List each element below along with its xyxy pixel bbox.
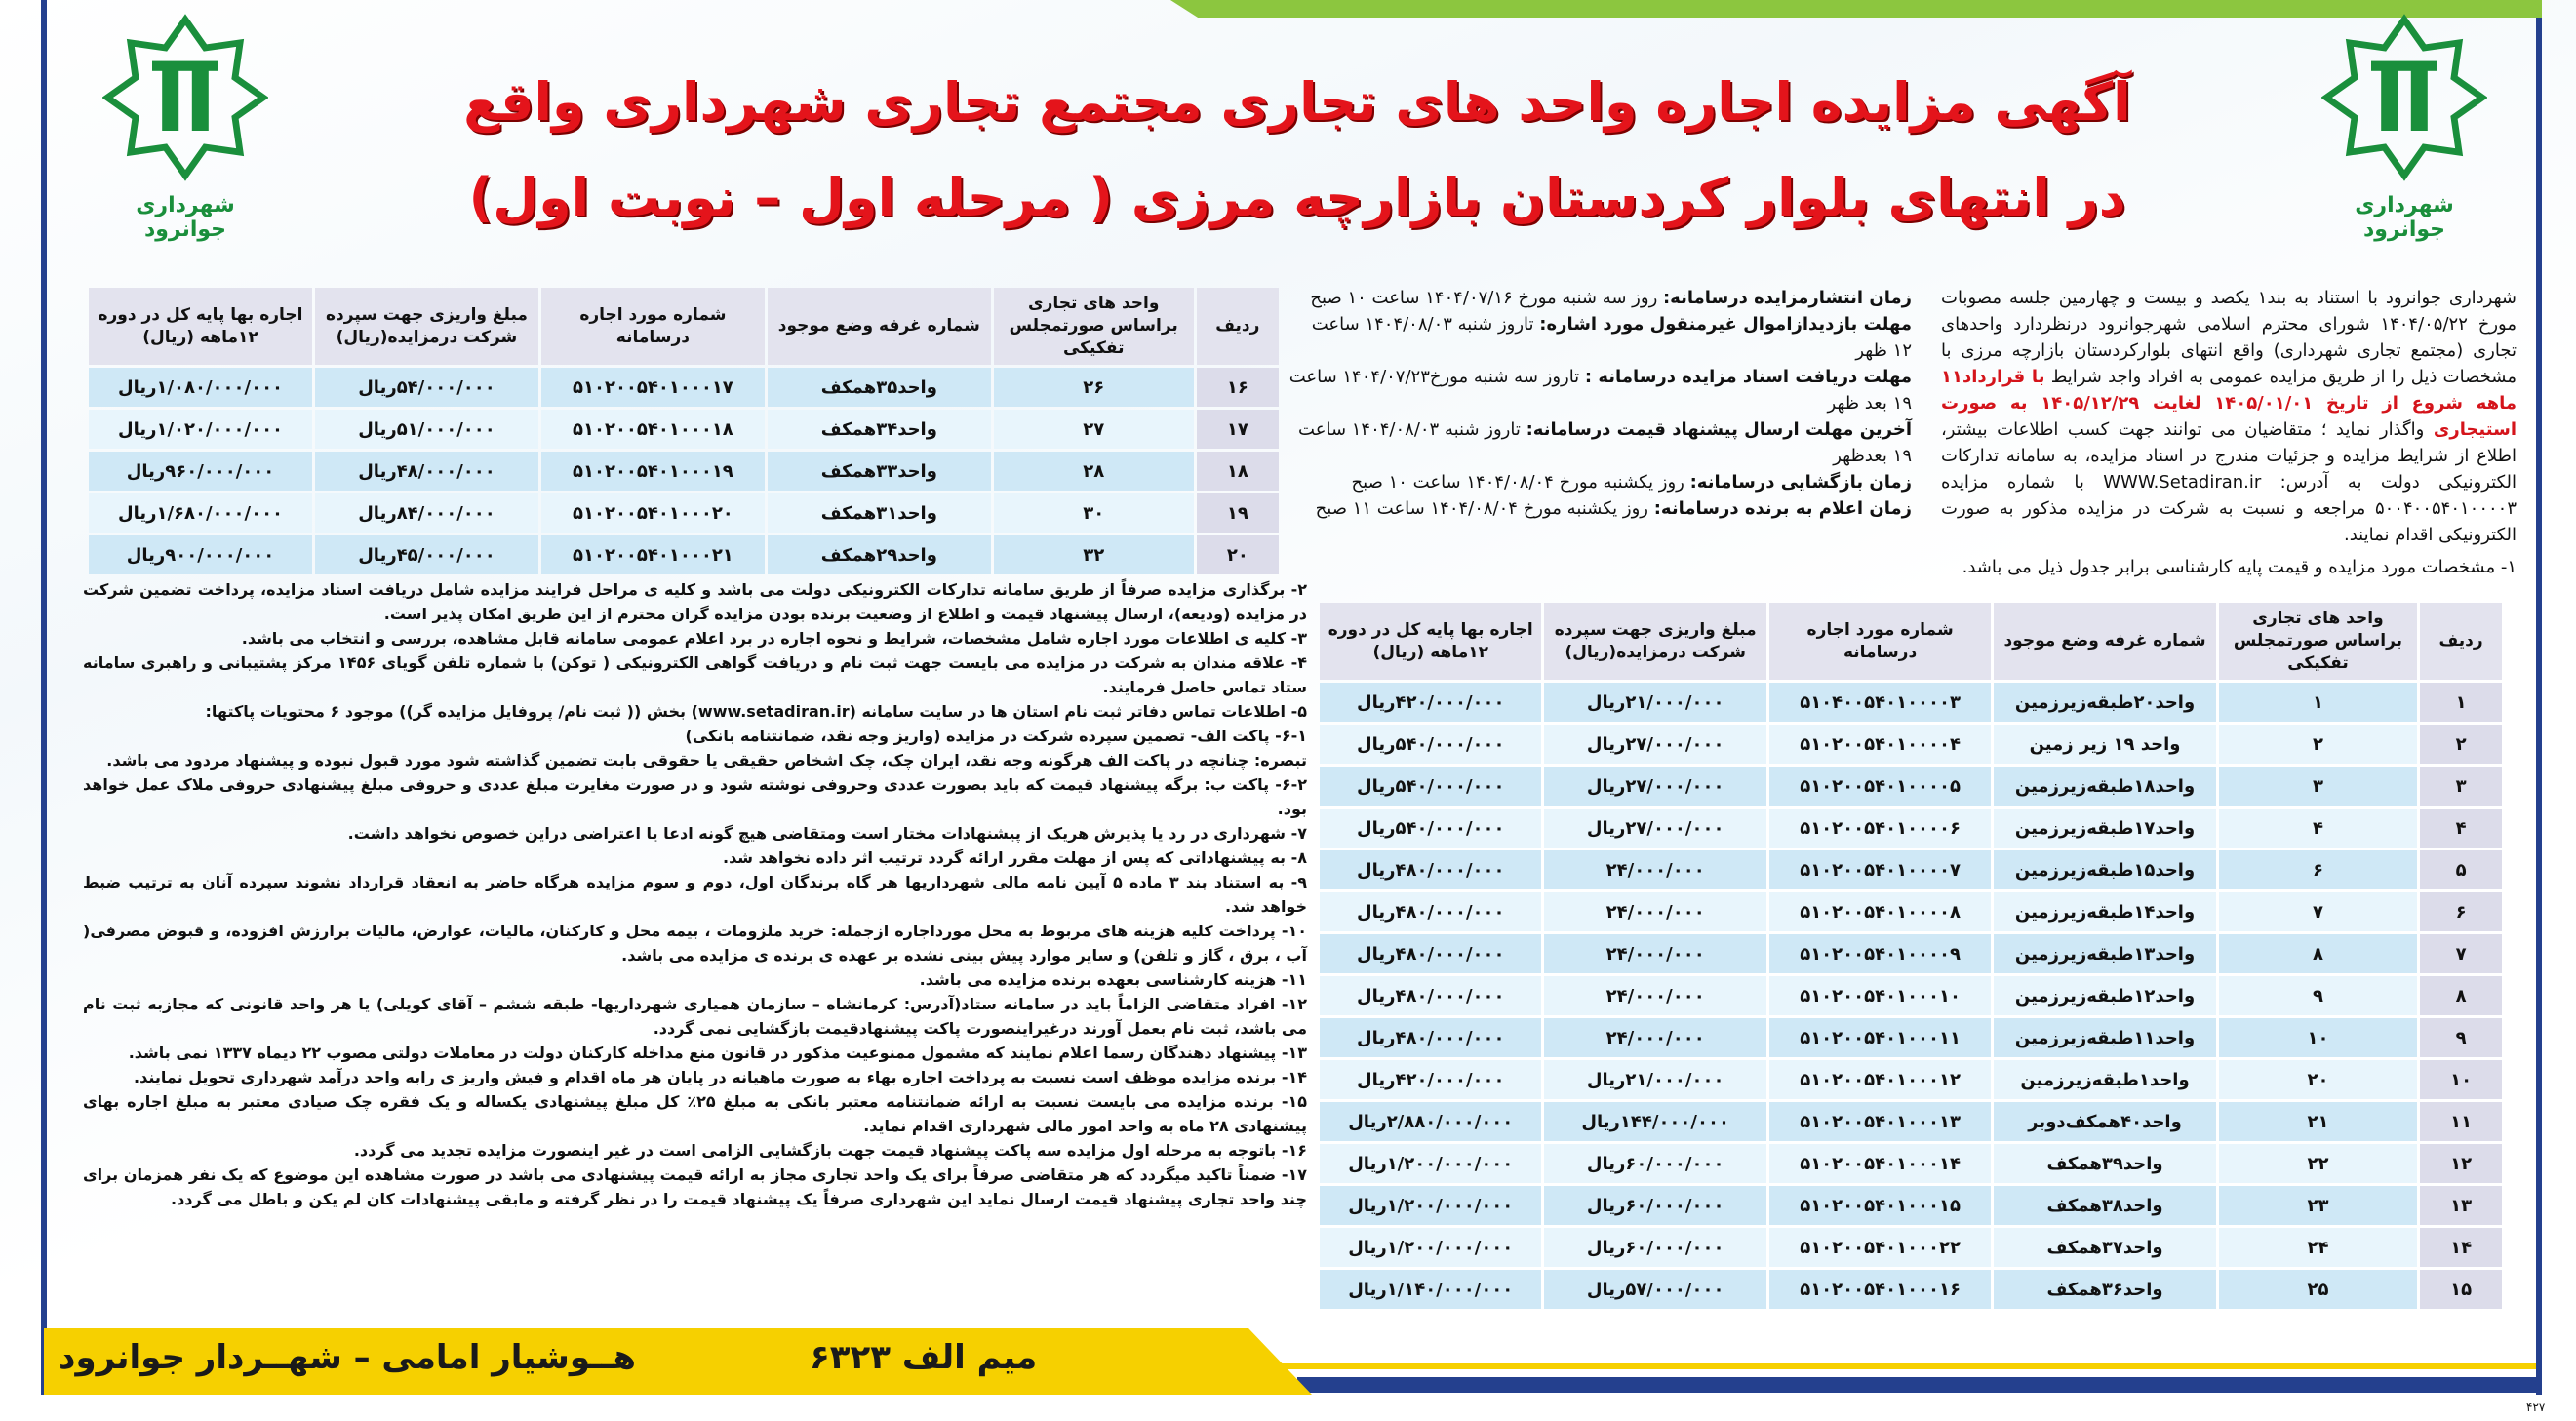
table-cell: ۴۸۰/۰۰۰/۰۰۰ریال	[1320, 1018, 1541, 1057]
table-cell: ۲۶	[994, 368, 1194, 407]
intro-paragraph	[1941, 285, 2517, 580]
schedule-label: زمان انتشارمزایده درسامانه:	[1662, 288, 1912, 308]
table-cell: ۲۷/۰۰۰/۰۰۰ریال	[1544, 767, 1765, 806]
conditions-list	[83, 577, 1307, 1211]
table-cell: واحد۱۲طبقه‌زیرزمین	[1994, 976, 2215, 1015]
condition-clause: ۳- کلیه ی اطلاعات مورد اجاره شامل مشخصات، شرایط و نحوه اجاره در برد اعلام عمومی سامانه قابل مشاهده، بررسی و انتخاب می باشد.	[241, 629, 1307, 648]
schedule-value: تاروز شنبه ۱۴۰۴/۰۸/۰۳ ساعت ۱۹ بعدظهر	[1298, 419, 1912, 466]
table-cell: ۳	[2420, 767, 2502, 806]
condition-clause: ۱۲- افراد متقاضی الزاماً باید در سامانه ستاد(آدرس: کرمانشاه – سازمان همیاری شهرداریها- طبقه ششم – آقای کویلی) یا هر واحد قانونی که مجازبه ثبت نام می باشد، ثبت نام بعمل آورند درغیراینصورت پاکت پیشنهادقیمت بازگشایی نمی گردد.	[83, 995, 1307, 1038]
table-cell: ۶	[2420, 892, 2502, 931]
table-cell: ۹۶۰/۰۰۰/۰۰۰ریال	[89, 452, 312, 491]
table-cell: ۲۲	[2219, 1144, 2417, 1183]
table-cell: ۲۱	[2219, 1102, 2417, 1141]
table-cell: ۵	[2420, 850, 2502, 889]
municipality-emblem-icon	[102, 10, 268, 185]
table-cell: ۴	[2420, 809, 2502, 848]
schedule-value: روز یکشنبه مورخ ۱۴۰۴/۰۸/۰۴ ساعت ۱۰ صبح	[1351, 472, 1690, 493]
table-cell: ۴۸۰/۰۰۰/۰۰۰ریال	[1320, 934, 1541, 973]
table-row	[89, 493, 1279, 533]
condition-clause: ۶-۲- پاکت ب: برگه پیشنهاد قیمت که باید بصورت عددی وحروفی نوشته شود و در صورت مغایرت مبلغ عددی و حروفی مبلغ پیشنهادی حروفی ملاک عمل خواهد بود.	[83, 775, 1307, 818]
table-row	[1320, 1144, 2502, 1183]
table-cell: ۱۳	[2420, 1186, 2502, 1225]
table-cell: واحد ۱۹ زیر زمین	[1994, 725, 2215, 764]
table-cell: ۹	[2219, 976, 2417, 1015]
title-line-2: در انتهای بلوار کردستان بازارچه مرزی ( مرحله اول – نوبت اول)	[468, 167, 2126, 228]
schedule-list	[1288, 285, 1912, 522]
ad-code: میم الف ۶۳۲۳	[810, 1338, 1038, 1377]
table-header-row	[1320, 603, 2502, 680]
table-cell: ۵۴۰/۰۰۰/۰۰۰ریال	[1320, 767, 1541, 806]
column-header: واحد های تجاری براساس صورتمجلس تفکیکی	[2219, 603, 2417, 680]
table-cell: واحد۱طبقه‌زیرزمین	[1994, 1060, 2215, 1099]
column-header: شماره غرفه وضع موجود	[1994, 603, 2215, 680]
table-row	[1320, 934, 2502, 973]
title-line-1: آگهی مزایده اجاره واحد های تجاری مجتمع تجاری شهرداری واقع	[463, 71, 2131, 133]
table-cell: ۲۴	[2219, 1228, 2417, 1267]
table-row	[1320, 850, 2502, 889]
table-row	[89, 410, 1279, 449]
table-row	[1320, 1060, 2502, 1099]
table-cell: ۳۲	[994, 535, 1194, 574]
table-cell: ۵۱۰۲۰۰۵۴۰۱۰۰۰۱۹	[541, 452, 765, 491]
condition-clause: ۸- به پیشنهاداتی که پس از مهلت مقرر ارائه گردد ترتیب اثر داده نخواهد شد.	[722, 849, 1307, 867]
table-row	[1320, 892, 2502, 931]
column-header: واحد های تجاری براساس صورتمجلس تفکیکی	[994, 288, 1194, 365]
table-cell: ۵۷/۰۰۰/۰۰۰ریال	[1544, 1270, 1765, 1309]
table-header-row	[89, 288, 1279, 365]
column-header: شماره غرفه وضع موجود	[768, 288, 991, 365]
table-cell: ۲	[2219, 725, 2417, 764]
condition-clause: ۱۵- برنده مزایده می بایست نسبت به ارائه ضمانتنامه معتبر بانکی به مبلغ ۲۵٪ کل مبلغ پیشنهادی یکساله و یک فقره چک صیادی معتبر به مبلغ اجاره بهای پیشنهادی ۲۸ ماه به واحد امور مالی شهرداری اقدام نماید.	[83, 1092, 1308, 1135]
table-row	[89, 368, 1279, 407]
units-table-right	[1317, 600, 2505, 1312]
intro-highlight: با قرارداد۱۱ ماهه شروع از تاریخ ۱۴۰۵/۰۱/۰۱ لغایت ۱۴۰۵/۱۲/۲۹ به صورت استیجاری	[1941, 367, 2517, 440]
municipality-logo-right	[2317, 10, 2492, 254]
condition-clause: ۵- اطلاعات تماس دفاتر ثبت نام استان ها در سایت سامانه (www.setadiran.ir) بخش (( ثبت نام/ پروفایل مزایده گر)) موجود ۶ محتویات پاکتها:	[205, 702, 1307, 721]
table-cell: ۳۰	[994, 493, 1194, 533]
schedule-label: مهلت دریافت اسناد مزایده درسامانه :	[1584, 367, 1912, 387]
table-row	[1320, 767, 2502, 806]
table-cell: ۵۱۰۴۰۰۵۴۰۱۰۰۰۰۳	[1769, 683, 1991, 722]
table-cell: ۵۴/۰۰۰/۰۰۰ریال	[315, 368, 538, 407]
table-cell: ۶۰/۰۰۰/۰۰۰ریال	[1544, 1228, 1765, 1267]
table-cell: ۱/۰۲۰/۰۰۰/۰۰۰ریال	[89, 410, 312, 449]
schedule-item	[1288, 285, 1912, 311]
table-cell: ۱۴۴/۰۰۰/۰۰۰ریال	[1544, 1102, 1765, 1141]
table-cell: ۶	[2219, 850, 2417, 889]
mayor-signature: هــوشیار امامی – شهــردار جوانرود	[59, 1338, 636, 1377]
schedule-label: آخرین مهلت ارسال پیشنهاد قیمت درسامانه:	[1526, 419, 1912, 440]
table-cell: ۱۶	[1197, 368, 1279, 407]
table-cell: ۱/۶۸۰/۰۰۰/۰۰۰ریال	[89, 493, 312, 533]
table-cell: واحد۱۱طبقه‌زیرزمین	[1994, 1018, 2215, 1057]
table-cell: ۴	[2219, 809, 2417, 848]
table-cell: واحد۳۳همکف	[768, 452, 991, 491]
schedule-value: تاروز سه شنبه مورخ۱۴۰۴/۰۷/۲۳ ساعت ۱۹ بعد ظهر	[1288, 367, 1912, 414]
frame-border-right	[2536, 0, 2542, 1395]
table-cell: واحد۱۳طبقه‌زیرزمین	[1994, 934, 2215, 973]
schedule-value: روز یکشنبه مورخ ۱۴۰۴/۰۸/۰۴ ساعت ۱۱ صبح	[1315, 498, 1654, 519]
table-cell: واحد۱۴طبقه‌زیرزمین	[1994, 892, 2215, 931]
table-cell: ۴۸۰/۰۰۰/۰۰۰ریال	[1320, 850, 1541, 889]
frame-border-left	[41, 0, 47, 1395]
table-cell: ۵۱۰۲۰۰۵۴۰۱۰۰۰۱۴	[1769, 1144, 1991, 1183]
table-cell: ۲۴/۰۰۰/۰۰۰	[1544, 976, 1765, 1015]
table-cell: واحد۳۶همکف	[1994, 1270, 2215, 1309]
table-cell: ۹۰۰/۰۰۰/۰۰۰ریال	[89, 535, 312, 574]
table-cell: ۲۴/۰۰۰/۰۰۰	[1544, 850, 1765, 889]
page-number: ۴۲۷	[2526, 1401, 2546, 1414]
schedule-label: زمان بازگشایی درسامانه:	[1689, 472, 1912, 493]
condition-clause: ۷- شهرداری در رد یا پذیرش هریک از پیشنهادات مختار است ومتقاضی هیچ گونه ادعا یا اعتراضی دراین خصوص نخواهد داشت.	[347, 824, 1307, 843]
table-cell: واحد۳۴همکف	[768, 410, 991, 449]
table-cell: ۱۷	[1197, 410, 1279, 449]
condition-clause: ۶-۱- پاکت الف- تضمین سپرده شرکت در مزایده (واریز وجه نقد، ضمانتنامه بانکی)	[685, 727, 1307, 745]
table-cell: ۵۱/۰۰۰/۰۰۰ریال	[315, 410, 538, 449]
table-cell: ۵۱۰۲۰۰۵۴۰۱۰۰۰۰۷	[1769, 850, 1991, 889]
table-cell: ۸	[2219, 934, 2417, 973]
table-cell: ۵۱۰۲۰۰۵۴۰۱۰۰۰۱۳	[1769, 1102, 1991, 1141]
table-cell: واحد۴۰همکف‌دوبر	[1994, 1102, 2215, 1141]
column-header: شماره مورد اجاره درسامانه	[1769, 603, 1991, 680]
footer-blue-band	[1297, 1377, 2542, 1393]
table-cell: ۵۱۰۲۰۰۵۴۰۱۰۰۰۱۸	[541, 410, 765, 449]
table-cell: ۱۸	[1197, 452, 1279, 491]
table-cell: ۴۸۰/۰۰۰/۰۰۰ریال	[1320, 892, 1541, 931]
table-cell: ۴۲۰/۰۰۰/۰۰۰ریال	[1320, 1060, 1541, 1099]
table-row	[1320, 1270, 2502, 1309]
table-row	[1320, 1102, 2502, 1141]
table-cell: ۱	[2420, 683, 2502, 722]
table-cell: واحد۲۹همکف	[768, 535, 991, 574]
table-cell: ۱۵	[2420, 1270, 2502, 1309]
schedule-item	[1288, 416, 1912, 469]
table-row	[1320, 976, 2502, 1015]
table-cell: ۱/۲۰۰/۰۰۰/۰۰۰ریال	[1320, 1186, 1541, 1225]
table-cell: ۴۲۰/۰۰۰/۰۰۰ریال	[1320, 683, 1541, 722]
table-cell: ۲۱/۰۰۰/۰۰۰ریال	[1544, 1060, 1765, 1099]
condition-clause: ۱۳- پیشنهاد دهندگان رسما اعلام نمایند که مشمول ممنوعیت مذکور در قانون منع مداخله کارکنان دولت در معاملات دولتی مصوب ۲۲ دیماه ۱۳۳۷ نمی باشد.	[128, 1044, 1307, 1062]
municipality-logo-left	[98, 10, 273, 254]
table-cell: ۵۱۰۲۰۰۵۴۰۱۰۰۰۲۱	[541, 535, 765, 574]
table-cell: ۲۴/۰۰۰/۰۰۰	[1544, 1018, 1765, 1057]
table-cell: ۵۱۰۲۰۰۵۴۰۱۰۰۰۰۶	[1769, 809, 1991, 848]
table-row	[89, 452, 1279, 491]
condition-clause: ۲- برگذاری مزایده صرفاً از طریق سامانه تدارکات الکترونیکی دولت می باشد و کلیه ی مراحل فرایند مزایده شامل دریافت اسناد مزایده، پرداخت تضمین شرکت در مزایده (ودیعه)، ارسال پیشنهاد قیمت و اطلاع از وضعیت برنده بودن مزایده گران محترم از این طریق امکان پذیر است.	[83, 580, 1307, 623]
table-cell: ۷	[2219, 892, 2417, 931]
table-cell: ۱۱	[2420, 1102, 2502, 1141]
table-cell: ۱۴	[2420, 1228, 2502, 1267]
table-cell: ۳	[2219, 767, 2417, 806]
table-cell: واحد۱۷طبقه‌زیرزمین	[1994, 809, 2215, 848]
table-cell: ۵۱۰۲۰۰۵۴۰۱۰۰۰۱۲	[1769, 1060, 1991, 1099]
table-cell: ۵۱۰۲۰۰۵۴۰۱۰۰۰۰۵	[1769, 767, 1991, 806]
table-cell: ۲/۸۸۰/۰۰۰/۰۰۰ریال	[1320, 1102, 1541, 1141]
table-cell: ۵۱۰۲۰۰۵۴۰۱۰۰۰۱۷	[541, 368, 765, 407]
table-cell: ۵۱۰۲۰۰۵۴۰۱۰۰۰۱۵	[1769, 1186, 1991, 1225]
condition-clause: ۹- به استناد بند ۳ ماده ۵ آیین نامه مالی شهرداریها هر گاه برندگان اول، دوم و سوم مزایده هرگاه حاضر به انعقاد قرارداد نشوند سپرده آنان به ترتیب ضبط خواهد شد.	[83, 873, 1308, 916]
table-cell: ۵۱۰۲۰۰۵۴۰۱۰۰۰۲۲	[1769, 1228, 1991, 1267]
table-cell: واحد۲۰طبقه‌زیرزمین	[1994, 683, 2215, 722]
table-cell: ۲۳	[2219, 1186, 2417, 1225]
schedule-item	[1288, 495, 1912, 522]
table-row	[1320, 1186, 2502, 1225]
table-cell: واحد۳۹همکف	[1994, 1144, 2215, 1183]
table-cell: ۱/۲۰۰/۰۰۰/۰۰۰ریال	[1320, 1228, 1541, 1267]
condition-clause: ۱۶- باتوجه به مرحله اول مزایده سه پاکت پیشنهاد قیمت جهت بازگشایی الزامی است در غیر اینصورت مزایده تجدید می گردد.	[353, 1141, 1307, 1160]
table-cell: ۲۷/۰۰۰/۰۰۰ریال	[1544, 725, 1765, 764]
condition-clause: ۴- علاقه مندان به شرکت در مزایده می بایست جهت ثبت نام و دریافت گواهی الکترونیکی ( توکن) با شماره تلفن گویای ۱۴۵۶ مرکز پشتیبانی و راهبری سامانه ستاد تماس حاصل فرمایند.	[83, 653, 1307, 696]
intro-text: شهرداری جوانرود با استناد به بند۱ یکصد و بیست و چهارمین جلسه مصوبات مورخ ۱۴۰۴/۰۵/۲۲ شورای محترم اسلامی شهرجوانرود درنظردارد واحدهای تجاری (مجتمع تجاری شهرداری) واقع انتهای بلوارکردستان بازارچه مرزی با مشخصات ذیل را از طریق مزایده عمومی به افراد واجد شرایط	[1941, 288, 2517, 387]
table-cell: واحد۳۸همکف	[1994, 1186, 2215, 1225]
intro-text-after: واگذار نماید ؛ متقاضیان می توانند جهت کسب اطلاعات بیشتر، اطلاع از شرایط مزایده و جزئیات مندرج در اسناد مزایده، به سامانه تدارکات الکترونیکی دولت به آدرس: WWW.Setadiran.ir با شماره مزایده ۵۰۰۴۰۰۵۴۰۱۰۰۰۰۳ مراجعه و نسبت به شرکت در مزایده مذکور به صورت الکترونیکی اقدام نمایند.	[1941, 419, 2517, 545]
table-cell: ۵۱۰۲۰۰۵۴۰۱۰۰۰۱۱	[1769, 1018, 1991, 1057]
table-cell: ۵۱۰۲۰۰۵۴۰۱۰۰۰۱۶	[1769, 1270, 1991, 1309]
schedule-item	[1288, 364, 1912, 416]
table-cell: ۲۸	[994, 452, 1194, 491]
table-cell: ۲۷	[994, 410, 1194, 449]
column-header: اجاره بها پایه کل در دوره ۱۲ماهه (ریال)	[89, 288, 312, 365]
table-cell: ۵۱۰۲۰۰۵۴۰۱۰۰۰۰۸	[1769, 892, 1991, 931]
schedule-label: مهلت بازدیدازاموال غیرمنقول مورد اشاره:	[1539, 314, 1912, 335]
table-cell: ۲۰	[1197, 535, 1279, 574]
table-cell: ۴۸۰/۰۰۰/۰۰۰ریال	[1320, 976, 1541, 1015]
schedule-item	[1288, 311, 1912, 364]
footer-yellow-line	[1268, 1363, 2536, 1369]
table-row	[1320, 725, 2502, 764]
column-header: اجاره بها پایه کل در دوره ۱۲ماهه (ریال)	[1320, 603, 1541, 680]
table-row	[89, 535, 1279, 574]
table-cell: ۲۵	[2219, 1270, 2417, 1309]
schedule-item	[1288, 469, 1912, 495]
municipality-emblem-icon	[2321, 10, 2487, 185]
table-row	[1320, 1018, 2502, 1057]
table-cell: ۶۰/۰۰۰/۰۰۰ریال	[1544, 1186, 1765, 1225]
table-cell: ۲۴/۰۰۰/۰۰۰	[1544, 892, 1765, 931]
table-row	[1320, 809, 2502, 848]
column-header: ردیف	[1197, 288, 1279, 365]
table-cell: واحد۱۸طبقه‌زیرزمین	[1994, 767, 2215, 806]
table-cell: ۵۱۰۲۰۰۵۴۰۱۰۰۰۰۴	[1769, 725, 1991, 764]
schedule-value: روز سه شنبه مورخ ۱۴۰۴/۰۷/۱۶ ساعت ۱۰ صبح	[1310, 288, 1663, 308]
condition-clause: ۱۷- ضمناً تاکید میگردد که هر متقاضی صرفاً برای یک واحد تجاری مجاز به ارائه قیمت پیشنهادی می باشد در صورت مشاهده این موضوع که یک نفر همزمان برای چند واحد تجاری پیشنهاد قیمت ارسال نماید این شهرداری صرفاً یک پیشنهاد قیمت را در نظر گرفته و مابقی پیشنهادات کان لم یکن و باطل می گردد.	[83, 1165, 1307, 1208]
column-header: مبلغ واریزی جهت سپرده شرکت درمزایده(ریال)	[315, 288, 538, 365]
schedule-label: زمان اعلام به برنده درسامانه:	[1653, 498, 1912, 519]
table-cell: ۱/۰۸۰/۰۰۰/۰۰۰ریال	[89, 368, 312, 407]
condition-clause: ۱۴- برنده مزایده موظف است نسبت به پرداخت اجاره بهاء به صورت ماهیانه در پایان هر ماه اقدام و فیش واریز ی رابه واحد درآمد شهرداری تحویل نمایند.	[134, 1068, 1307, 1086]
table-cell: واحد۳۷همکف	[1994, 1228, 2215, 1267]
table-cell: ۱۹	[1197, 493, 1279, 533]
table-cell: ۹	[2420, 1018, 2502, 1057]
table-cell: ۱۰	[2219, 1018, 2417, 1057]
table-cell: ۴۸/۰۰۰/۰۰۰ریال	[315, 452, 538, 491]
units-table-left	[86, 285, 1282, 577]
condition-clause: ۱۱- هزینه کارشناسی بعهده برنده مزایده می باشد.	[919, 970, 1307, 989]
table-cell: ۵۱۰۲۰۰۵۴۰۱۰۰۰۰۹	[1769, 934, 1991, 973]
table-cell: ۶۰/۰۰۰/۰۰۰ریال	[1544, 1144, 1765, 1183]
schedule-value: تاروز شنبه ۱۴۰۴/۰۸/۰۳ ساعت ۱۲ ظهر	[1311, 314, 1912, 361]
table-cell: ۵۴۰/۰۰۰/۰۰۰ریال	[1320, 725, 1541, 764]
table-cell: ۲۰	[2219, 1060, 2417, 1099]
table-cell: ۸	[2420, 976, 2502, 1015]
table-cell: ۱	[2219, 683, 2417, 722]
table-cell: ۱۲	[2420, 1144, 2502, 1183]
table-cell: واحد۱۵طبقه‌زیرزمین	[1994, 850, 2215, 889]
table-row	[1320, 683, 2502, 722]
table-cell: ۱/۲۰۰/۰۰۰/۰۰۰ریال	[1320, 1144, 1541, 1183]
table-cell: واحد۳۱همکف	[768, 493, 991, 533]
table-row	[1320, 1228, 2502, 1267]
condition-clause: تبصره: چنانچه در پاکت الف هرگونه وجه نقد، ایران چک، چک اشخاص حقیقی یا حقوقی بابت تضمین گذاشته شود مورد قبول نبوده و پیشنهاد مردود می باشد.	[106, 751, 1307, 770]
logo-caption: شهرداری جوانرود	[2355, 193, 2454, 242]
column-header: شماره مورد اجاره درسامانه	[541, 288, 765, 365]
table-cell: ۲۷/۰۰۰/۰۰۰ریال	[1544, 809, 1765, 848]
column-header: ردیف	[2420, 603, 2502, 680]
logo-caption: شهرداری جوانرود	[136, 193, 235, 242]
table-cell: ۷	[2420, 934, 2502, 973]
clause-1: ۱- مشخصات مورد مزایده و قیمت پایه کارشناسی برابر جدول ذیل می باشد.	[1962, 557, 2517, 577]
table-cell: ۲۱/۰۰۰/۰۰۰ریال	[1544, 683, 1765, 722]
table-cell: ۵۱۰۲۰۰۵۴۰۱۰۰۰۱۰	[1769, 976, 1991, 1015]
table-cell: ۵۴۰/۰۰۰/۰۰۰ریال	[1320, 809, 1541, 848]
table-cell: ۴۵/۰۰۰/۰۰۰ریال	[315, 535, 538, 574]
table-cell: واحد۳۵همکف	[768, 368, 991, 407]
table-cell: ۲۴/۰۰۰/۰۰۰	[1544, 934, 1765, 973]
table-cell: ۲	[2420, 725, 2502, 764]
column-header: مبلغ واریزی جهت سپرده شرکت درمزایده(ریال)	[1544, 603, 1765, 680]
table-cell: ۱/۱۴۰/۰۰۰/۰۰۰ریال	[1320, 1270, 1541, 1309]
table-cell: ۸۴/۰۰۰/۰۰۰ریال	[315, 493, 538, 533]
table-cell: ۵۱۰۲۰۰۵۴۰۱۰۰۰۲۰	[541, 493, 765, 533]
condition-clause: ۱۰- پرداخت کلیه هزینه های مربوط به محل مورداجاره ازجمله: خرید ملزومات ، بیمه محل و کارکنان، مالیات، عوارض، مالیات برارزش افزوده، و قبوض مصرفی( آب ، برق ، گاز و تلفن) و سایر موارد پیش بینی نشده بر عهده ی برنده ی مزایده می باشد.	[83, 922, 1307, 965]
table-cell: ۱۰	[2420, 1060, 2502, 1099]
